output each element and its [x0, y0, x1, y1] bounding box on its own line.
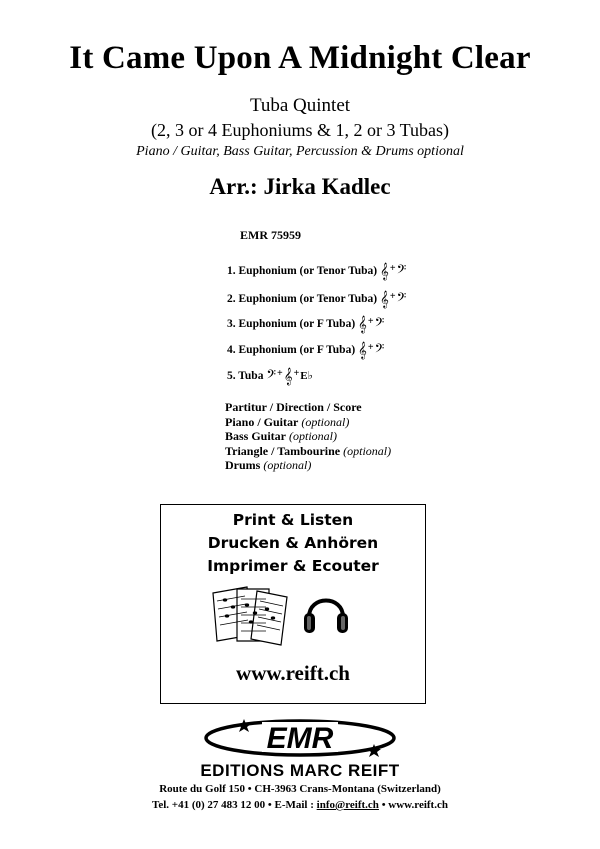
treble-clef-icon: 𝄞 [358, 341, 367, 359]
list-item: Piano / Guitar (optional) [225, 414, 350, 429]
part-2: 2. Euphonium (or Tenor Tuba) 𝄞+𝄢 [227, 290, 407, 308]
headphones-icon [301, 583, 351, 639]
print-listen-box [160, 504, 426, 704]
part-1: 1. Euphonium (or Tenor Tuba) 𝄞+𝄢 [227, 262, 407, 280]
instrumentation: (2, 3 or 4 Euphoniums & 1, 2 or 3 Tubas) [150, 120, 449, 140]
part-5: 5. Tuba 𝄢+𝄞+E♭ [227, 367, 313, 385]
bass-clef-icon: 𝄢 [374, 315, 385, 333]
sheet-music-icon [207, 583, 293, 649]
optional-instruments: Piano / Guitar, Bass Guitar, Percussion & Drums optional [136, 144, 464, 159]
svg-text:EDITIONS MARC REIFT: EDITIONS MARC REIFT [200, 761, 400, 780]
bass-clef-icon: 𝄢 [396, 290, 407, 308]
contact-line: Tel. +41 (0) 27 483 12 00 • E-Mail : info@reift.ch • www.reift.ch [152, 799, 448, 811]
page-title: It Came Upon A Midnight Clear [69, 40, 531, 76]
part-label: 5. Tuba [227, 370, 264, 382]
email-link[interactable]: info@reift.ch [316, 799, 379, 811]
promo-line: Print & Listen [232, 511, 354, 529]
eb-label: E♭ [300, 370, 313, 382]
arranger: Arr.: Jirka Kadlec [209, 174, 391, 199]
part-label: 2. Euphonium (or Tenor Tuba) [227, 293, 378, 305]
promo-line: Imprimer & Ecouter [207, 557, 379, 575]
bass-clef-icon: 𝄢 [374, 341, 385, 359]
treble-clef-icon: 𝄞 [358, 315, 367, 333]
list-item: Partitur / Direction / Score [225, 400, 362, 414]
bass-clef-icon: 𝄢 [396, 262, 407, 280]
bass-clef-icon: 𝄢 [266, 367, 276, 385]
part-3: 3. Euphonium (or F Tuba) 𝄞+𝄢 [227, 315, 385, 333]
catalog-number: EMR 75959 [240, 228, 301, 242]
part-label: 3. Euphonium (or F Tuba) [227, 318, 356, 330]
address: Route du Golf 150 • CH-3963 Crans-Montana (Switzerland) [159, 783, 441, 795]
svg-text:EMR: EMR [266, 722, 334, 755]
subtitle: Tuba Quintet [249, 95, 351, 116]
treble-clef-icon: 𝄞 [379, 290, 389, 308]
treble-clef-icon: 𝄞 [379, 262, 389, 280]
list-item: Triangle / Tambourine (optional) [225, 443, 392, 458]
treble-clef-icon: 𝄞 [283, 367, 293, 385]
promo-line: Drucken & Anhören [207, 534, 379, 552]
part-4: 4. Euphonium (or F Tuba) 𝄞+𝄢 [227, 341, 385, 359]
website-url: www.reift.ch [236, 661, 350, 685]
score-list [225, 400, 391, 473]
list-item: Bass Guitar (optional) [225, 429, 338, 444]
part-label: 4. Euphonium (or F Tuba) [227, 344, 356, 356]
emr-logo-icon [150, 712, 450, 782]
list-item: Drums (optional) [225, 458, 312, 473]
part-label: 1. Euphonium (or Tenor Tuba) [227, 265, 378, 277]
